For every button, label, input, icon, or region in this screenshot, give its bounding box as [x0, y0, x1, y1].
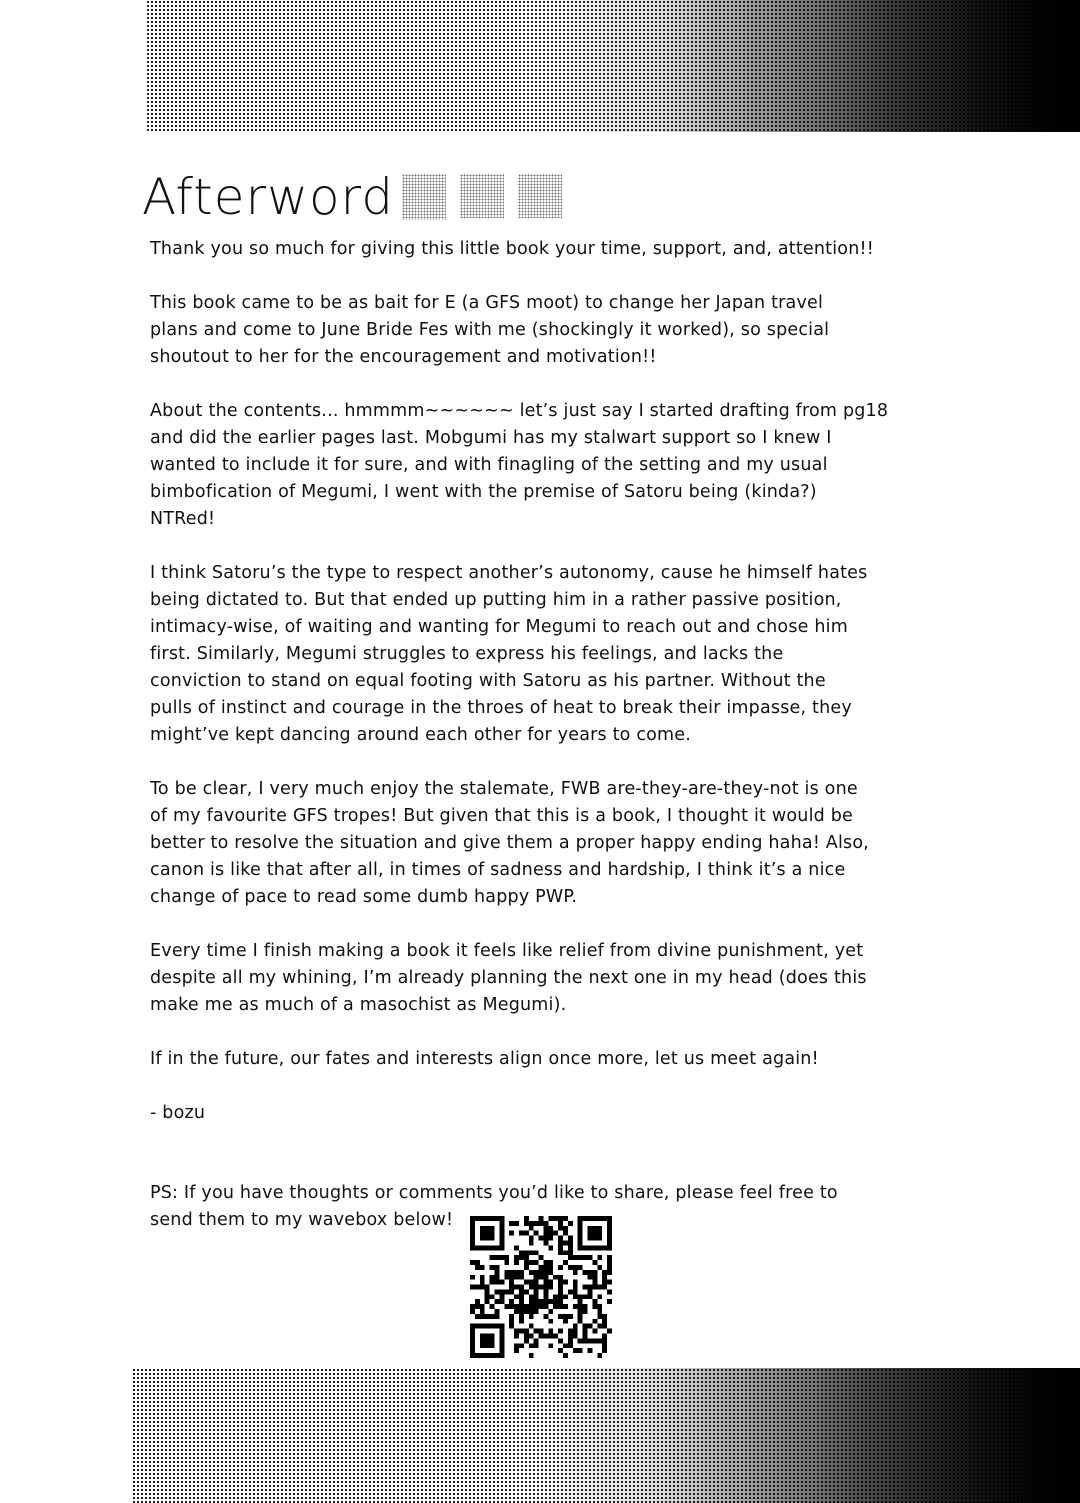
title-decoration — [402, 174, 562, 220]
text-line: PS: If you have thoughts or comments you’d like to share, please feel free to — [150, 1183, 838, 1203]
bottom-halftone-shade — [660, 1368, 1080, 1503]
bottom-halftone-band — [0, 1368, 1080, 1503]
paragraph-thanks — [150, 236, 950, 263]
text-line: About the contents... hmmmm~~~~~~ let’s just say I started drafting from pg18 — [150, 401, 889, 421]
halftone-square — [460, 174, 504, 218]
text-line: canon is like that after all, in times of sadness and hardship, I think it’s a nice — [150, 860, 846, 880]
text-line: I think Satoru’s the type to respect another’s autonomy, cause he himself hates — [150, 563, 868, 583]
text-line: and did the earlier pages last. Mobgumi has my stalwart support so I knew I — [150, 428, 832, 448]
page-title: Afterword — [142, 168, 394, 226]
text-line: send them to my wavebox below! — [150, 1210, 454, 1230]
paragraph-stalemate — [150, 776, 950, 911]
text-line: If in the future, our fates and interests align once more, let us meet again! — [150, 1049, 819, 1069]
paragraph-contents — [150, 398, 950, 533]
text-line: NTRed! — [150, 509, 216, 529]
title-row — [142, 162, 562, 226]
halftone-square — [518, 174, 562, 218]
text-line: despite all my whining, I’m already planning the next one in my head (does this — [150, 968, 867, 988]
halftone-square — [402, 174, 446, 220]
paragraph-next-book — [150, 938, 950, 1019]
text-line: This book came to be as bait for E (a GFS moot) to change her Japan travel — [150, 293, 824, 313]
text-line: conviction to stand on equal footing with Satoru as his partner. Without the — [150, 671, 826, 691]
text-line: Every time I finish making a book it feels like relief from divine punishment, yet — [150, 941, 864, 961]
paragraph-origin — [150, 290, 950, 371]
text-line: better to resolve the situation and give them a proper happy ending haha! Also, — [150, 833, 870, 853]
text-line: make me as much of a masochist as Megumi). — [150, 995, 567, 1015]
text-line: being dictated to. But that ended up putting him in a rather passive position, — [150, 590, 842, 610]
paragraph-characters — [150, 560, 950, 749]
text-line: pulls of instinct and courage in the throes of heat to break their impasse, they — [150, 698, 852, 718]
text-line: might’ve kept dancing around each other for years to come. — [150, 725, 692, 745]
text-line: of my favourite GFS tropes! But given that this is a book, I thought it would be — [150, 806, 854, 826]
text-line: first. Similarly, Megumi struggles to express his feelings, and lacks the — [150, 644, 784, 664]
text-line: To be clear, I very much enjoy the stalemate, FWB are-they-are-they-not is one — [150, 779, 858, 799]
top-halftone-shade — [660, 0, 1080, 132]
qr-code-icon[interactable] — [470, 1216, 612, 1358]
text-line: Thank you so much for giving this little book your time, support, and, attention!! — [150, 239, 874, 259]
signature — [150, 1100, 950, 1127]
paragraph-farewell — [150, 1046, 950, 1073]
signature-text: - bozu — [150, 1103, 206, 1123]
text-line: bimbofication of Megumi, I went with the premise of Satoru being (kinda?) — [150, 482, 817, 502]
text-line: intimacy-wise, of waiting and wanting for Megumi to reach out and chose him — [150, 617, 848, 637]
text-line: shoutout to her for the encouragement and motivation!! — [150, 347, 657, 367]
text-line: plans and come to June Bride Fes with me (shockingly it worked), so special — [150, 320, 830, 340]
text-line: wanted to include it for sure, and with finagling of the setting and my usual — [150, 455, 828, 475]
top-halftone-band — [0, 0, 1080, 132]
text-line: change of pace to read some dumb happy PWP. — [150, 887, 578, 907]
